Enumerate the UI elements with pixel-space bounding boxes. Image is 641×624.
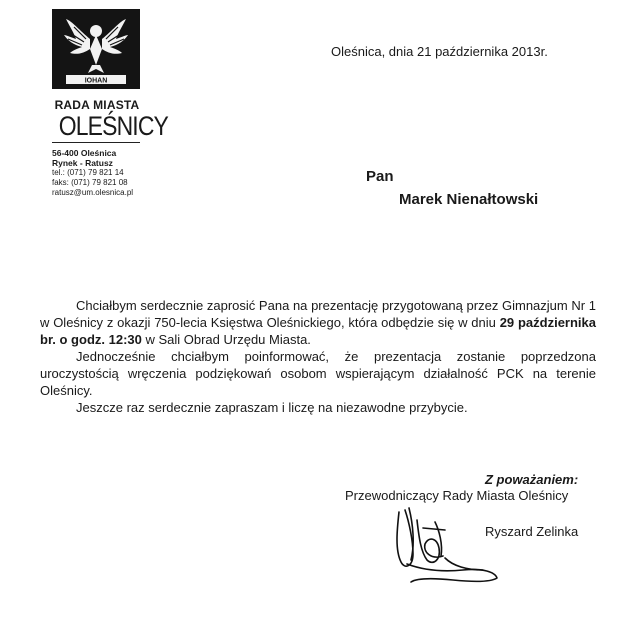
event-datetime: 29 października br. o godz. 12:30 xyxy=(40,315,596,347)
letterhead-divider xyxy=(52,142,140,143)
signatory-name: Ryszard Zelinka xyxy=(485,524,579,539)
contact-fax: faks: (071) 79 821 08 xyxy=(52,178,128,187)
contact-postal: 56-400 Oleśnica xyxy=(52,148,117,158)
coat-of-arms-logo xyxy=(52,9,140,89)
addressee-title: Pan xyxy=(366,168,394,185)
body-p1-text-b: w Sali Obrad Urzędu Miasta. xyxy=(141,332,311,347)
contact-address: Rynek - Ratusz xyxy=(52,158,113,168)
body-paragraph-2: Jednocześnie chciałbym poinformować, że prezentacja zostanie poprzedzona uroczystością wręczenia podziękowań osobom wspierającym działalność PCK na terenie Oleśnicy. xyxy=(40,349,596,398)
letterhead-city-name: OLEŚNICY xyxy=(58,111,169,141)
body-paragraph-3: Jeszcze raz serdecznie zapraszam i liczę na niezawodne przybycie. xyxy=(76,400,468,415)
signatory-role: Przewodniczący Rady Miasta Oleśnicy xyxy=(345,488,569,503)
closing-salutation: Z poważaniem: xyxy=(485,472,579,487)
body-paragraph-1 xyxy=(40,297,596,348)
letter-body xyxy=(40,297,596,416)
crest-banner-text: IOHAN xyxy=(84,77,108,85)
letterhead-council-name: RADA MIASTA xyxy=(54,98,140,112)
handwritten-signature xyxy=(383,500,513,590)
letter-date: Oleśnica, dnia 21 października 2013r. xyxy=(331,44,548,59)
contact-email: ratusz@um.olesnica.pl xyxy=(52,188,134,197)
addressee-name: Marek Nienałtowski xyxy=(399,191,539,208)
contact-tel: tel.: (071) 79 821 14 xyxy=(52,168,124,177)
letterhead-contact xyxy=(52,148,142,198)
body-p1-text-a: Chciałbym serdecznie zaprosić Pana na prezentację przygotowaną przez Gimnazjum Nr 1 w Oleśnicy z okazji 750-lecia Księstwa Oleśnickiego, która odbędzie się w dniu xyxy=(40,298,596,330)
